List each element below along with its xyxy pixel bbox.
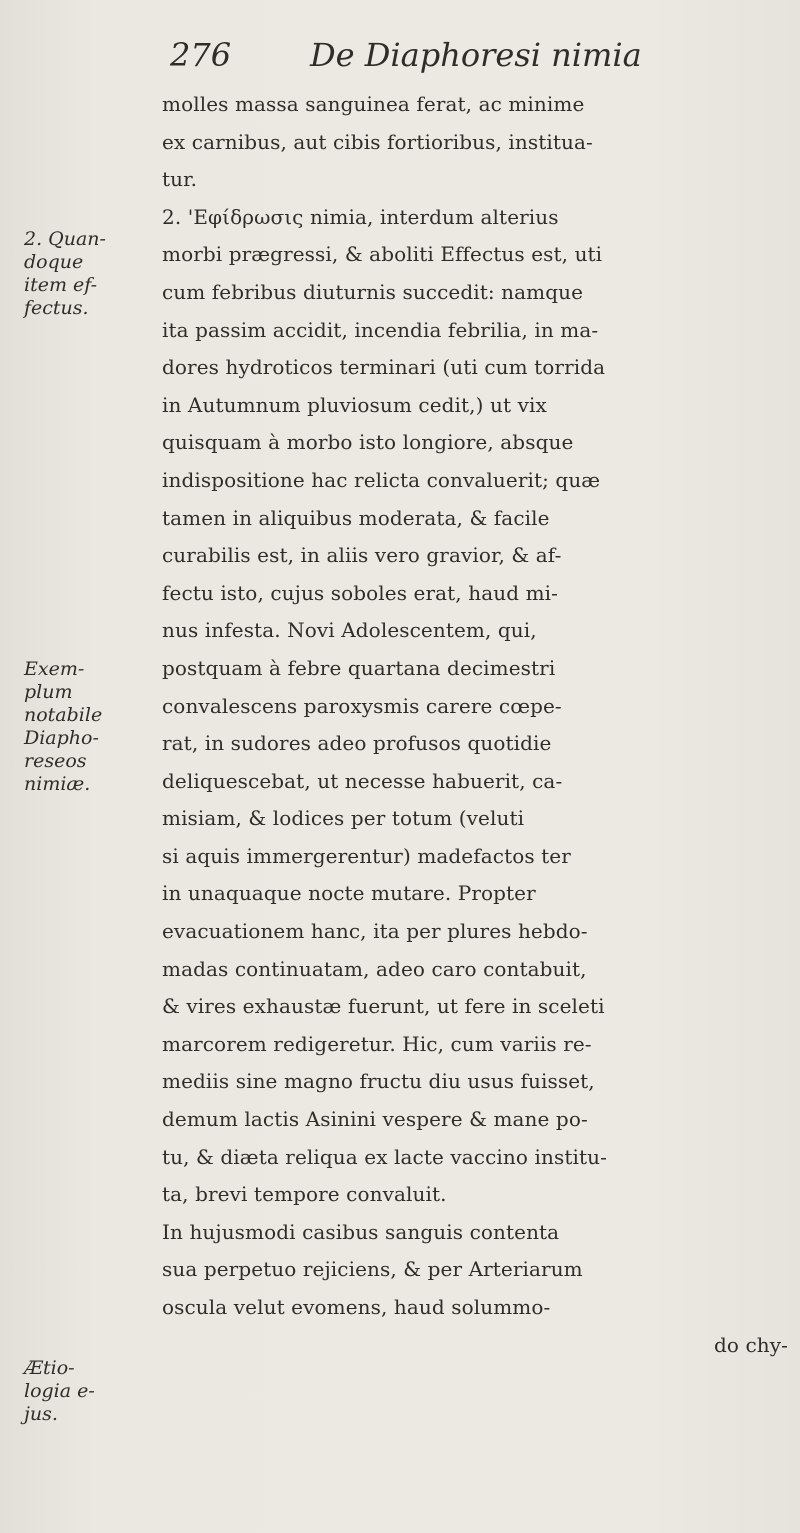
margin-line: Ætio- (24, 1357, 75, 1379)
text-line: quisquam à morbo isto longiore, absque (162, 430, 574, 455)
text-line: demum lactis Asinini vespere & mane po- (162, 1107, 588, 1132)
text-line: rat, in sudores adeo profusos quotidie (162, 731, 552, 756)
text-line: curabilis est, in aliis vero gravior, & af- (162, 543, 562, 568)
margin-line: plum (24, 681, 73, 703)
text-line: oscula velut evomens, haud solummo- (162, 1295, 551, 1319)
margin-line: item ef- (24, 274, 98, 296)
text-line: fectu isto, cujus soboles erat, haud mi- (162, 580, 558, 605)
text-line: In hujusmodi casibus sanguis contenta (162, 1219, 560, 1244)
text-line: deliquescebat, ut necesse habuerit, ca- (162, 768, 563, 793)
text-line: tamen in aliquibus moderata, & facile (162, 505, 550, 530)
text-line: misiam, & lodices per totum (veluti (162, 806, 525, 831)
margin-line: notabile (24, 704, 103, 726)
running-title: De Diaphoresi nimia (310, 36, 642, 74)
margin-line: jus. (24, 1403, 58, 1425)
text-line: marcorem redigeretur. Hic, cum variis re- (162, 1031, 592, 1056)
text-line: madas continuatam, adeo caro contabuit, (162, 956, 587, 981)
text-line: molles massa sanguinea ferat, ac minime (162, 92, 585, 116)
margin-line: nimiæ. (24, 773, 91, 795)
text-line: tu, & diæta reliqua ex lacte vaccino institu- (162, 1144, 607, 1169)
margin-line: logia e- (24, 1380, 95, 1402)
text-line: morbi prægressi, & aboliti Effectus est, uti (162, 242, 603, 267)
text-line: indispositione hac relicta convaluerit; quæ (162, 467, 601, 492)
margin-line: Diapho- (24, 727, 99, 749)
marginal-note-3 (24, 1357, 154, 1426)
text-line: in Autumnum pluviosum cedit,) ut vix (162, 392, 547, 417)
text-line: convalescens paroxysmis carere cœpe- (162, 693, 562, 718)
text-line: & vires exhaustæ fuerunt, ut fere in sceleti (162, 994, 605, 1019)
margin-line: reseos (24, 750, 87, 772)
text-line: tur. (162, 167, 198, 192)
text-line: si aquis immergerentur) madefactos ter (162, 843, 571, 868)
margin-line: 2. Quan- (24, 228, 106, 250)
text-line: postquam à febre quartana decimestri (162, 655, 556, 680)
text-line: nus infesta. Novi Adolescentem, qui, (162, 618, 537, 643)
catchword: do chy- (713, 1332, 788, 1357)
text-line: ita passim accidit, incendia febrilia, in ma- (162, 317, 599, 342)
marginal-note-2 (24, 658, 154, 796)
page-number: 276 (170, 36, 232, 74)
marginal-note-1 (24, 228, 154, 320)
text-line: cum febribus diuturnis succedit: namque (162, 279, 584, 304)
text-line: sua perpetuo rejiciens, & per Arteriarum (162, 1257, 583, 1282)
text-line: ex carnibus, aut cibis fortioribus, institua- (162, 129, 593, 154)
body-text (162, 86, 794, 1364)
text-line: in unaquaque nocte mutare. Propter (162, 881, 536, 906)
text-line: dores hydroticos terminari (uti cum torrida (162, 355, 606, 380)
text-line: evacuationem hanc, ita per plures hebdo- (162, 919, 588, 944)
margin-line: doque (24, 251, 84, 273)
text-line: 2. 'Εφίδρωσις nimia, interdum alterius (162, 204, 559, 229)
text-line: ta, brevi tempore convaluit. (162, 1182, 447, 1207)
margin-line: fectus. (24, 297, 89, 319)
text-line: mediis sine magno fructu diu usus fuisset, (162, 1069, 595, 1094)
page-header (170, 30, 770, 80)
margin-line: Exem- (24, 658, 85, 680)
